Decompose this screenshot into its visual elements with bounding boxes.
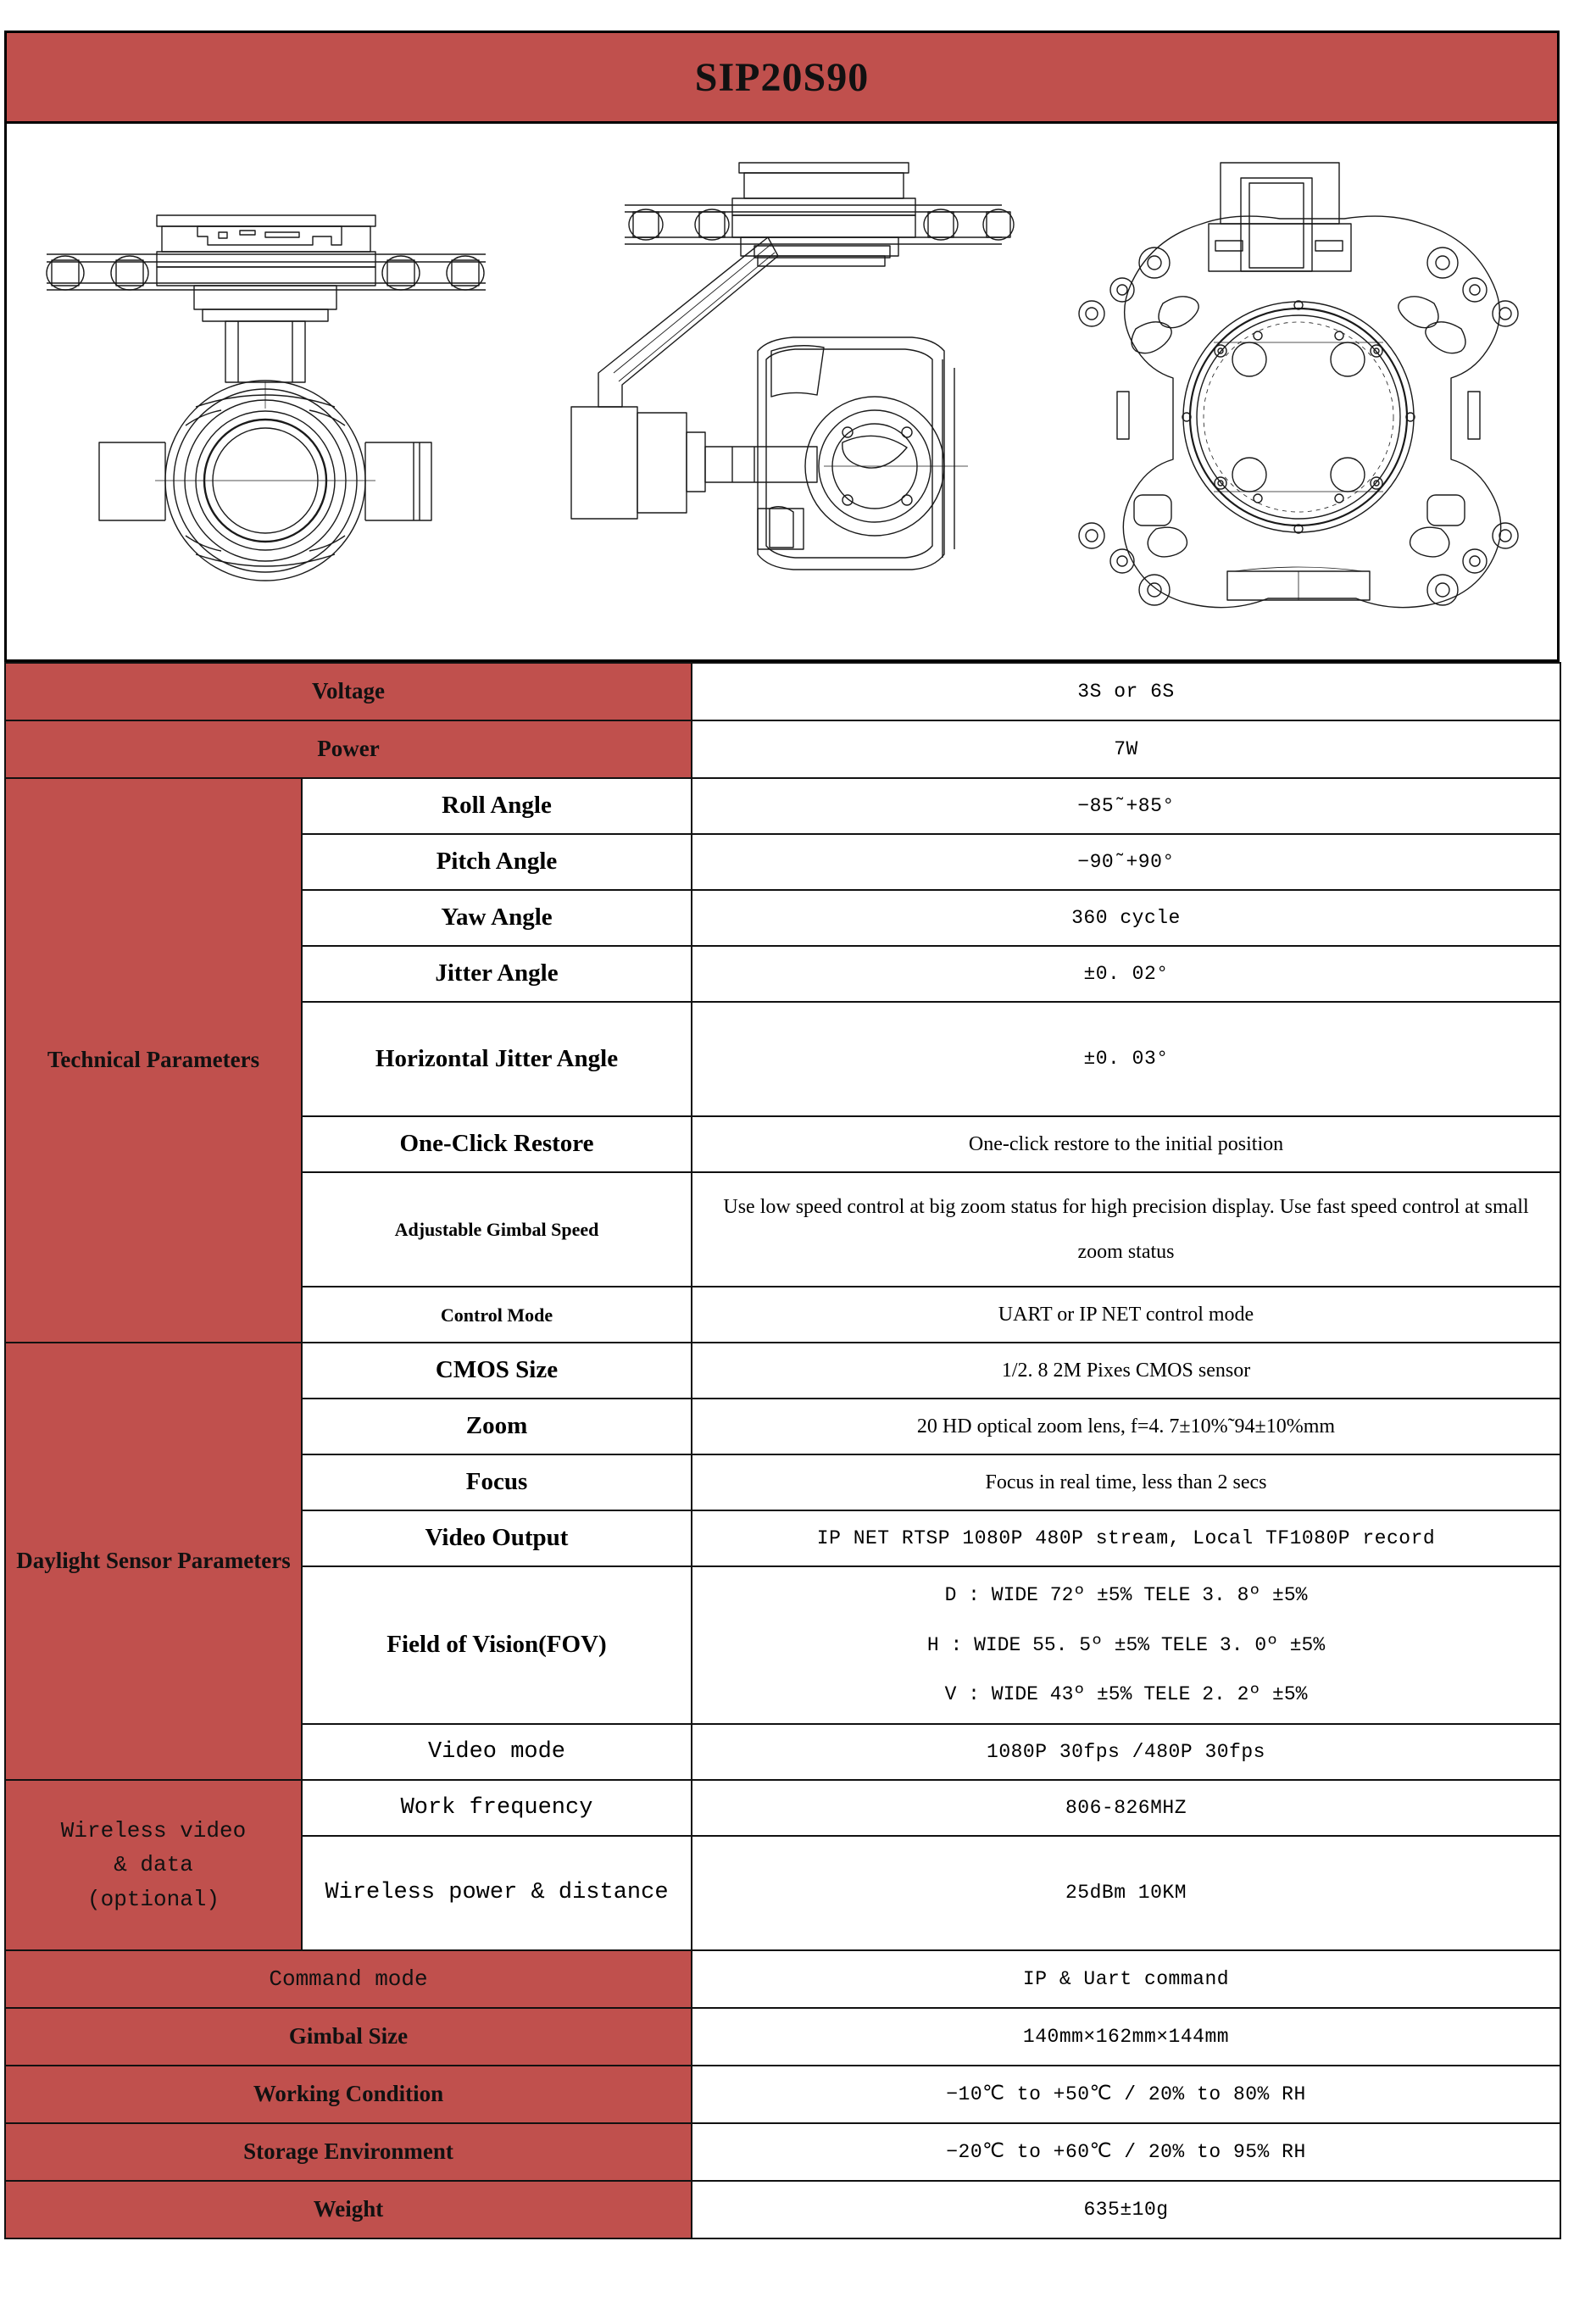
spec-label-cmos-size: CMOS Size [302, 1343, 692, 1399]
spec-value-zoom: 20 HD optical zoom lens, f=4. 7±10%˜94±10%mm [692, 1399, 1560, 1454]
page-title: SIP20S90 [694, 54, 870, 100]
spec-label-gimbal-size: Gimbal Size [5, 2008, 692, 2066]
spec-value-roll-angle: −85˜+85° [692, 778, 1560, 834]
side-view-pitch-arm [598, 237, 778, 407]
spec-value-voltage: 3S or 6S [692, 663, 1560, 720]
spec-value-gimbal-size: 140mm×162mm×144mm [692, 2008, 1560, 2066]
spec-label-adjustable-gimbal-speed: Adjustable Gimbal Speed [302, 1172, 692, 1287]
spec-value-weight: 635±10g [692, 2181, 1560, 2238]
spec-label-roll-angle: Roll Angle [302, 778, 692, 834]
fov-line-d: D : WIDE 72º ±5% TELE 3. 8º ±5% [944, 1584, 1308, 1606]
top-view-drawing [1061, 137, 1536, 646]
spec-category-daylight-sensor-parameters: Daylight Sensor Parameters [5, 1343, 302, 1780]
side-view-top-mount [625, 163, 1014, 266]
spec-label-video-output: Video Output [302, 1510, 692, 1566]
specification-table [4, 662, 1561, 2239]
top-view-base-plate [1123, 216, 1500, 608]
table-row [5, 2181, 1560, 2238]
spec-value-wireless-power-distance: 25dBm 10KM [692, 1836, 1560, 1950]
spec-value-cmos-size: 1/2. 8 2M Pixes CMOS sensor [692, 1343, 1560, 1399]
spec-category-technical-parameters: Technical Parameters [5, 778, 302, 1343]
spec-label-focus: Focus [302, 1454, 692, 1510]
spec-category-wireless-video-data [5, 1780, 302, 1950]
table-row [5, 720, 1560, 778]
damper-balls [629, 209, 1014, 240]
spec-label-weight: Weight [5, 2181, 692, 2238]
spec-label-power: Power [5, 720, 692, 778]
spec-label-pitch-angle: Pitch Angle [302, 834, 692, 890]
wireless-category-line-2: & data [114, 1852, 193, 1878]
spec-value-working-condition: −10℃ to +50℃ / 20% to 80% RH [692, 2066, 1560, 2123]
spec-label-working-condition: Working Condition [5, 2066, 692, 2123]
spec-value-yaw-angle: 360 cycle [692, 890, 1560, 946]
front-view-drawing [28, 137, 503, 646]
spec-label-field-of-vision: Field of Vision(FOV) [302, 1566, 692, 1724]
spec-value-work-frequency: 806-826MHZ [692, 1780, 1560, 1836]
spec-label-storage-environment: Storage Environment [5, 2123, 692, 2181]
table-row [5, 1950, 1560, 2008]
table-row [5, 1780, 1560, 1836]
table-row [5, 2066, 1560, 2123]
front-view-top-mount [47, 215, 486, 382]
side-view-drawing [544, 137, 1019, 646]
spec-label-video-mode: Video mode [302, 1724, 692, 1780]
page-title-banner [4, 31, 1560, 124]
table-row [5, 778, 1560, 834]
spec-label-zoom: Zoom [302, 1399, 692, 1454]
wireless-category-line-3: (optional) [86, 1886, 220, 1912]
spec-value-one-click-restore: One-click restore to the initial position [692, 1116, 1560, 1172]
spec-label-one-click-restore: One-Click Restore [302, 1116, 692, 1172]
wireless-category-line-1: Wireless video [60, 1817, 247, 1844]
spec-label-voltage: Voltage [5, 663, 692, 720]
table-row [5, 663, 1560, 720]
spec-label-yaw-angle: Yaw Angle [302, 890, 692, 946]
spec-value-power: 7W [692, 720, 1560, 778]
spec-value-focus: Focus in real time, less than 2 secs [692, 1454, 1560, 1510]
fov-line-v: V : WIDE 43º ±5% TELE 2. 2º ±5% [944, 1683, 1308, 1706]
side-view-camera-body [571, 337, 968, 570]
spec-value-field-of-vision [692, 1566, 1560, 1724]
spec-value-control-mode: UART or IP NET control mode [692, 1287, 1560, 1343]
spec-value-video-mode: 1080P 30fps /480P 30fps [692, 1724, 1560, 1780]
spec-label-wireless-power-distance: Wireless power & distance [302, 1836, 692, 1950]
spec-label-command-mode: Command mode [5, 1950, 692, 2008]
fov-line-h: H : WIDE 55. 5º ±5% TELE 3. 0º ±5% [926, 1633, 1326, 1656]
spec-label-horizontal-jitter-angle: Horizontal Jitter Angle [302, 1002, 692, 1116]
spec-value-jitter-angle: ±0. 02° [692, 946, 1560, 1002]
table-row [5, 1343, 1560, 1399]
top-view-center-ring [1182, 301, 1415, 533]
spec-value-pitch-angle: −90˜+90° [692, 834, 1560, 890]
spec-value-storage-environment: −20℃ to +60℃ / 20% to 95% RH [692, 2123, 1560, 2181]
spec-value-video-output: IP NET RTSP 1080P 480P stream, Local TF1080P record [692, 1510, 1560, 1566]
spec-value-horizontal-jitter-angle: ±0. 03° [692, 1002, 1560, 1116]
damper-balls [47, 256, 484, 290]
spec-value-adjustable-gimbal-speed: Use low speed control at big zoom status for high precision display. Use fast speed control at small zoom status [692, 1172, 1560, 1287]
table-row [5, 2123, 1560, 2181]
product-drawings-panel [4, 124, 1560, 662]
spec-label-work-frequency: Work frequency [302, 1780, 692, 1836]
spec-value-command-mode: IP & Uart command [692, 1950, 1560, 2008]
spec-label-jitter-angle: Jitter Angle [302, 946, 692, 1002]
front-view-camera-body [99, 381, 431, 581]
spec-label-control-mode: Control Mode [302, 1287, 692, 1343]
table-row [5, 2008, 1560, 2066]
